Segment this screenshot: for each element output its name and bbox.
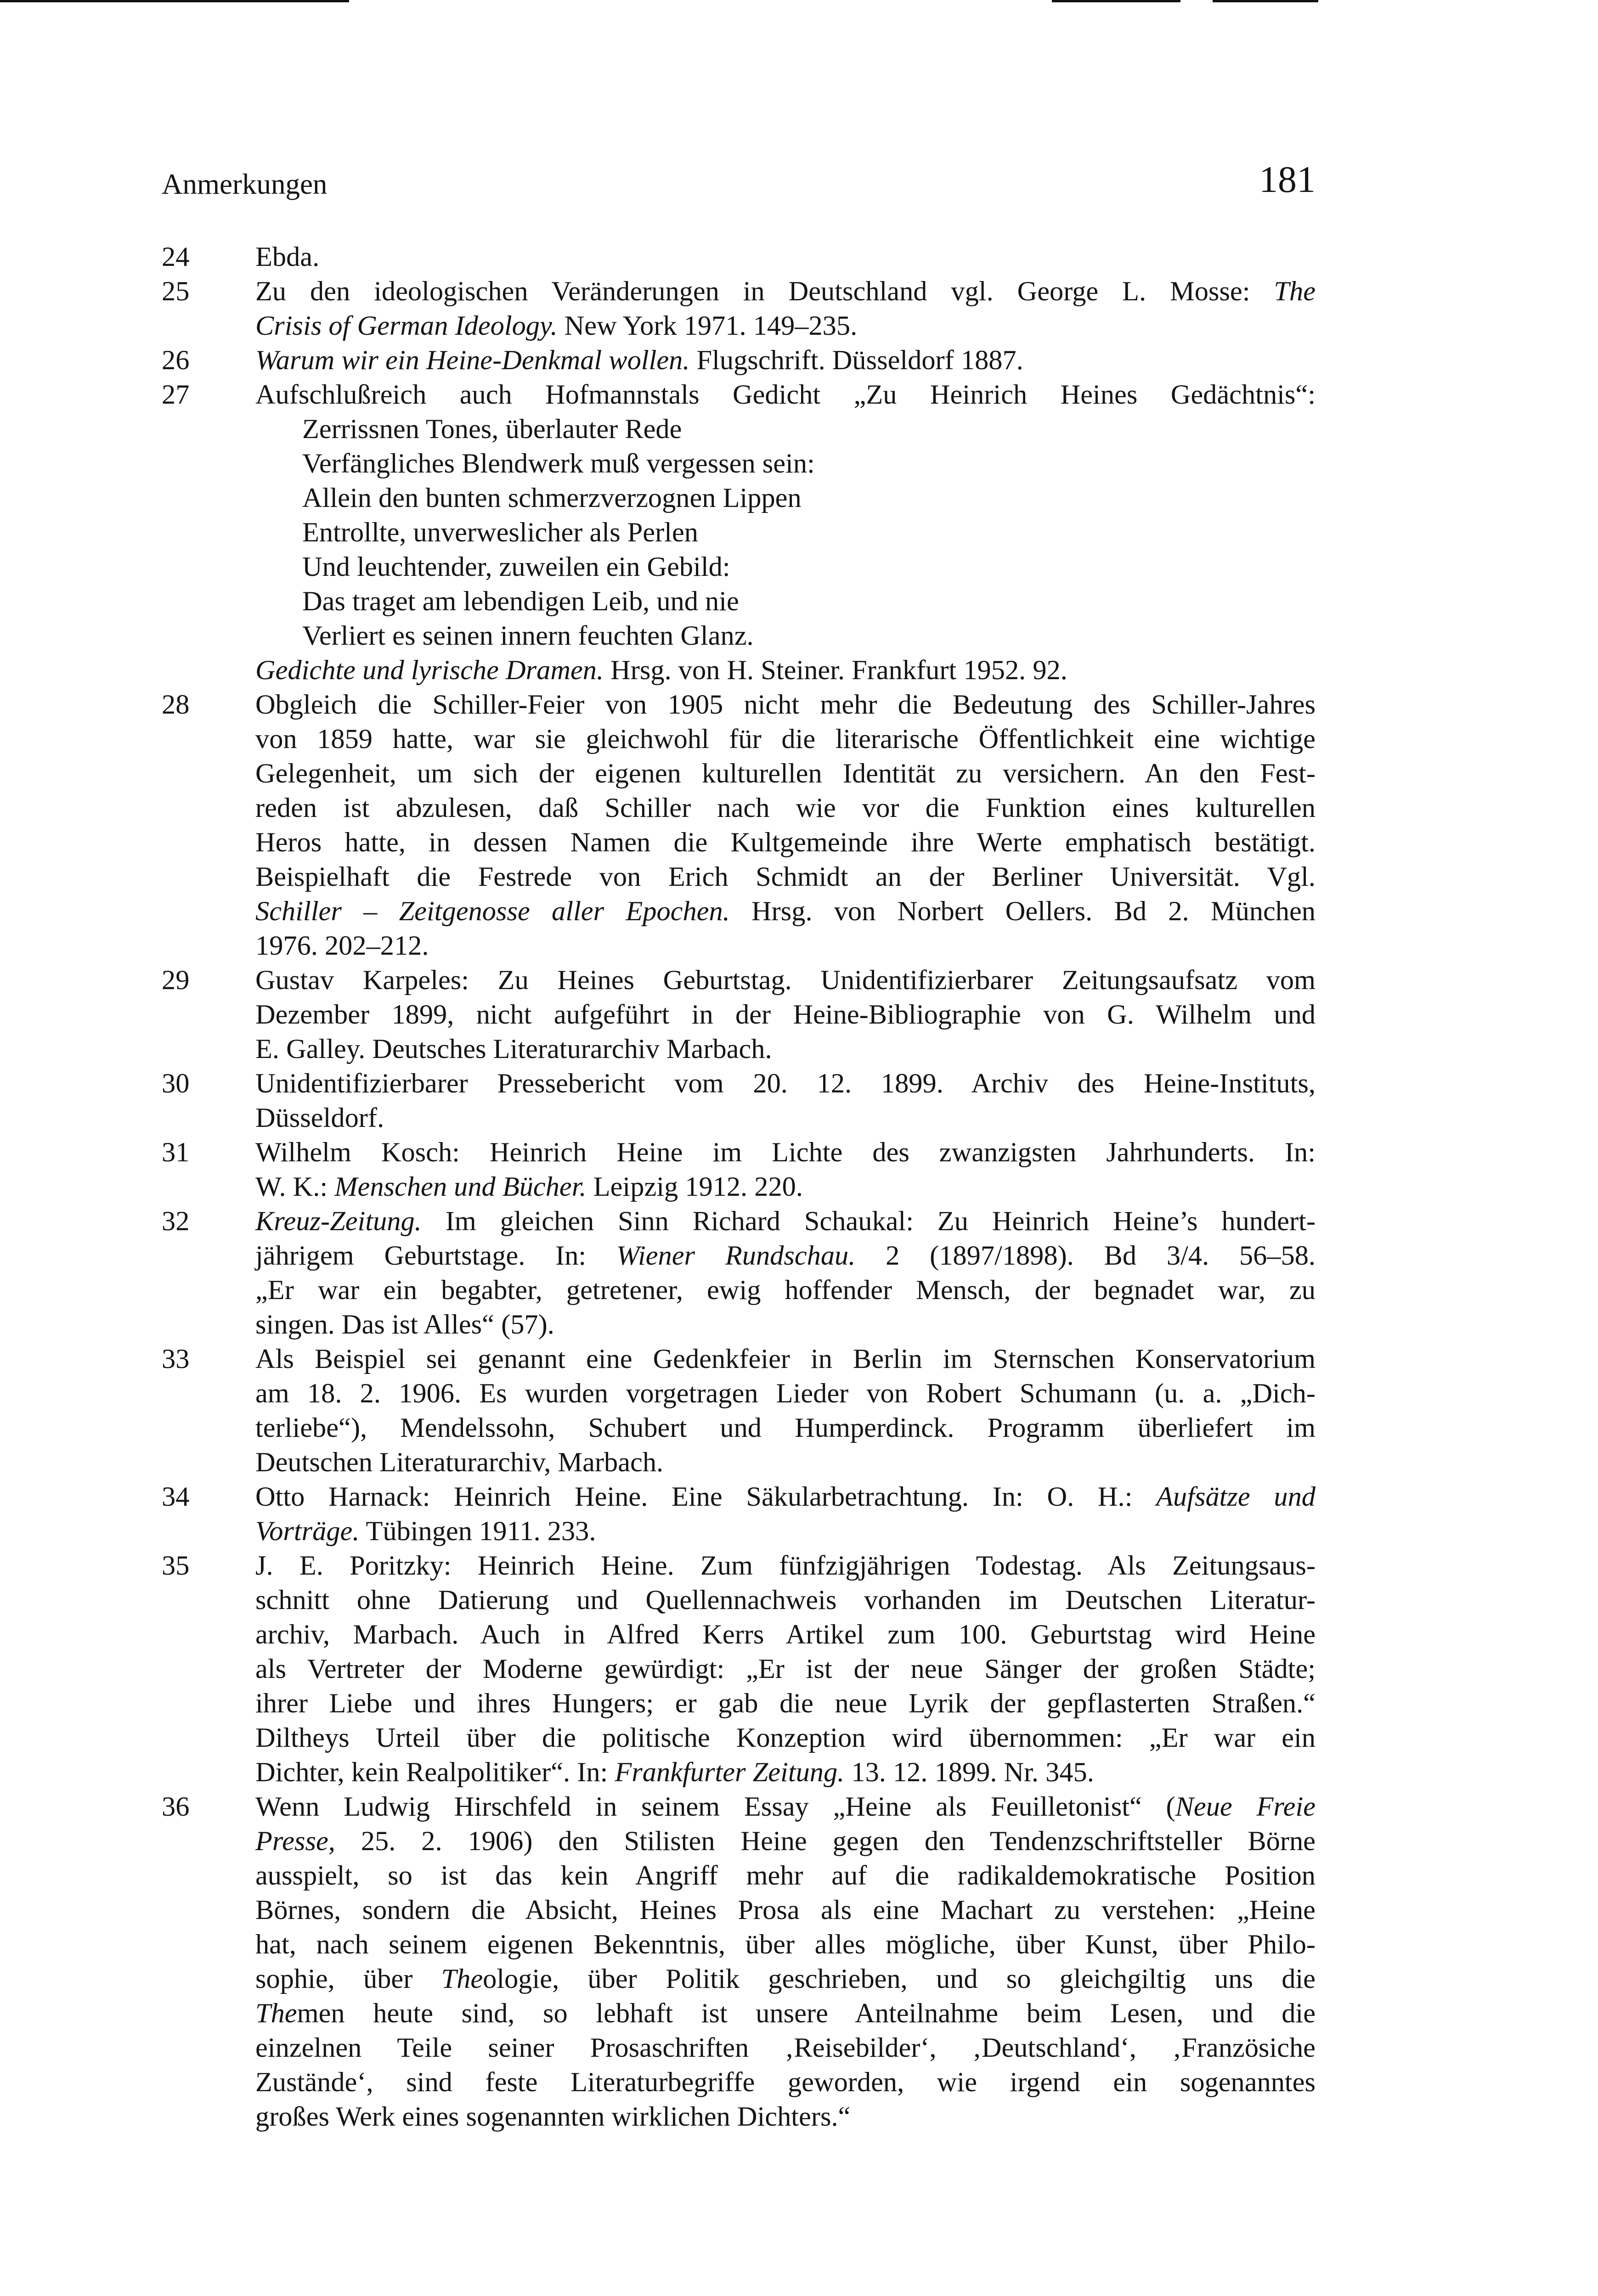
- endnote-line: ausspielt, so ist das kein Angriff mehr auf die radikaldemokratische Position: [255, 1860, 1316, 1891]
- scan-edge-line: [0, 0, 349, 2]
- endnote-number: 31: [162, 1137, 190, 1168]
- endnote-line: einzelnen Teile seiner Prosaschriften ‚Reisebilder‘, ‚Deutschland‘, ‚Französiche: [255, 2032, 1316, 2063]
- poem-line: Entrollte, unverweslicher als Perlen: [302, 517, 698, 548]
- endnote-number: 30: [162, 1068, 190, 1099]
- endnote-line: Börnes, sondern die Absicht, Heines Prosa als eine Machart zu verstehen: „Heine: [255, 1895, 1316, 1925]
- running-title: Anmerkungen: [162, 168, 328, 200]
- endnote-36: [162, 1790, 1316, 2134]
- endnote-28: [162, 687, 1316, 963]
- endnote-line: Kreuz-Zeitung. Im gleichen Sinn Richard Schaukal: Zu Heinrich Heine’s hundert-: [255, 1206, 1316, 1237]
- endnote-line: reden ist abzulesen, daß Schiller nach wie vor die Funktion eines kulturellen: [255, 793, 1316, 823]
- endnote-line: als Vertreter der Moderne gewürdigt: „Er ist der neue Sänger der großen Städte;: [255, 1654, 1316, 1684]
- endnote-line: J. E. Poritzky: Heinrich Heine. Zum fünfzigjährigen Todestag. Als Zeitungsaus-: [255, 1550, 1316, 1581]
- endnote-line: großes Werk eines sogenannten wirklichen Dichters.“: [255, 2101, 851, 2132]
- endnote-line: Beispielhaft die Festrede von Erich Schmidt an der Berliner Universität. Vgl.: [255, 861, 1316, 892]
- endnote-number: 35: [162, 1550, 190, 1581]
- endnote-number: 25: [162, 276, 190, 307]
- endnote-number: 26: [162, 345, 190, 376]
- endnote-line: Gustav Karpeles: Zu Heines Geburtstag. Unidentifizierbarer Zeitungsaufsatz vom: [255, 965, 1316, 996]
- endnote-line: Zu den ideologischen Veränderungen in Deutschland vgl. George L. Mosse: The: [255, 276, 1316, 307]
- endnote-34: [162, 1480, 1316, 1548]
- poem-line: Das traget am lebendigen Leib, und nie: [302, 586, 739, 617]
- endnote-line: Aufschlußreich auch Hofmannstals Gedicht „Zu Heinrich Heines Gedächtnis“:: [255, 379, 1316, 410]
- endnote-number: 24: [162, 242, 190, 272]
- endnote-26: [162, 343, 1316, 377]
- endnote-line: Warum wir ein Heine-Denkmal wollen. Flugschrift. Düsseldorf 1887.: [255, 345, 1023, 376]
- endnote-29: [162, 963, 1316, 1066]
- endnote-number: 32: [162, 1206, 190, 1237]
- endnote-35: [162, 1548, 1316, 1790]
- endnote-30: [162, 1066, 1316, 1135]
- endnote-24: [162, 240, 1316, 274]
- endnotes-list: [162, 240, 1316, 2134]
- endnote-line: Düsseldorf.: [255, 1103, 384, 1133]
- endnote-line: Ebda.: [255, 242, 320, 272]
- endnote-line: terliebe“), Mendelssohn, Schubert und Humperdinck. Programm überliefert im: [255, 1412, 1316, 1443]
- endnote-line: Presse, 25. 2. 1906) den Stilisten Heine gegen den Tendenzschriftsteller Börne: [255, 1826, 1316, 1857]
- endnote-line: Zustände‘, sind feste Literaturbegriffe geworden, wie irgend ein sogenanntes: [255, 2067, 1316, 2098]
- endnote-line: Vorträge. Tübingen 1911. 233.: [255, 1516, 596, 1547]
- endnote-line: Unidentifizierbarer Pressebericht vom 20. 12. 1899. Archiv des Heine-Instituts,: [255, 1068, 1316, 1099]
- endnote-line: Wilhelm Kosch: Heinrich Heine im Lichte des zwanzigsten Jahrhunderts. In:: [255, 1137, 1316, 1168]
- endnote-number: 33: [162, 1344, 190, 1374]
- poem-source: Gedichte und lyrische Dramen. Hrsg. von H. Steiner. Frankfurt 1952. 92.: [255, 655, 1067, 686]
- endnote-line: Diltheys Urteil über die politische Konzeption wird übernommen: „Er war ein: [255, 1722, 1316, 1753]
- endnote-line: von 1859 hatte, war sie gleichwohl für die literarische Öffentlichkeit eine wichtige: [255, 724, 1316, 754]
- endnote-line: jährigem Geburtstage. In: Wiener Rundschau. 2 (1897/1898). Bd 3/4. 56–58.: [255, 1240, 1316, 1271]
- endnote-line: Schiller – Zeitgenosse aller Epochen. Hrsg. von Norbert Oellers. Bd 2. München: [255, 896, 1316, 927]
- endnote-25: [162, 274, 1316, 343]
- endnote-line: 1976. 202–212.: [255, 930, 429, 961]
- endnote-number: 28: [162, 689, 190, 720]
- endnote-line: Deutschen Literaturarchiv, Marbach.: [255, 1447, 664, 1478]
- poem-quotation: [255, 412, 1316, 653]
- endnote-line: ihrer Liebe und ihres Hungers; er gab die neue Lyrik der gepflasterten Straßen.“: [255, 1688, 1316, 1719]
- endnote-number: 29: [162, 965, 190, 996]
- endnote-line: singen. Das ist Alles“ (57).: [255, 1309, 554, 1340]
- endnote-line: Wenn Ludwig Hirschfeld in seinem Essay „Heine als Feuilletonist“ (Neue Freie: [255, 1791, 1316, 1822]
- endnote-line: Otto Harnack: Heinrich Heine. Eine Säkularbetrachtung. In: O. H.: Aufsätze und: [255, 1481, 1316, 1512]
- endnote-line: „Er war ein begabter, getretener, ewig hoffender Mensch, der begnadet war, zu: [255, 1275, 1316, 1306]
- endnote-line: Obgleich die Schiller-Feier von 1905 nicht mehr die Bedeutung des Schiller-Jahres: [255, 689, 1316, 720]
- endnote-line: Gelegenheit, um sich der eigenen kulturellen Identität zu versichern. An den Fest-: [255, 758, 1316, 789]
- endnote-line: Themen heute sind, so lebhaft ist unsere Anteilnahme beim Lesen, und die: [255, 1998, 1316, 2029]
- endnote-number: 34: [162, 1481, 190, 1512]
- endnote-line: Als Beispiel sei genannt eine Gedenkfeier in Berlin im Sternschen Konservatorium: [255, 1344, 1316, 1374]
- running-header: [162, 138, 1316, 211]
- endnote-number: 27: [162, 379, 190, 410]
- endnote-line: schnitt ohne Datierung und Quellennachweis vorhanden im Deutschen Literatur-: [255, 1585, 1316, 1615]
- endnote-line: am 18. 2. 1906. Es wurden vorgetragen Lieder von Robert Schumann (u. a. „Dich-: [255, 1378, 1316, 1409]
- page-number: 181: [1259, 158, 1316, 200]
- poem-line: Zerrissnen Tones, überlauter Rede: [302, 414, 682, 445]
- endnote-32: [162, 1204, 1316, 1342]
- endnote-line: W. K.: Menschen und Bücher. Leipzig 1912. 220.: [255, 1171, 803, 1202]
- scan-edge-line: [1052, 0, 1180, 2]
- poem-line: Verfängliches Blendwerk muß vergessen sein:: [302, 448, 815, 479]
- endnote-31: [162, 1135, 1316, 1204]
- endnote-line: Heros hatte, in dessen Namen die Kultgemeinde ihre Werte emphatisch bestätigt.: [255, 827, 1316, 858]
- endnote-line: hat, nach seinem eigenen Bekenntnis, über alles mögliche, über Kunst, über Philo-: [255, 1929, 1316, 1960]
- endnote-line: Crisis of German Ideology. New York 1971. 149–235.: [255, 310, 858, 341]
- endnote-line: E. Galley. Deutsches Literaturarchiv Marbach.: [255, 1034, 772, 1064]
- scan-edge-line: [1213, 0, 1318, 2]
- endnote-33: [162, 1342, 1316, 1480]
- endnote-line: Dezember 1899, nicht aufgeführt in der Heine-Bibliographie von G. Wilhelm und: [255, 999, 1316, 1030]
- endnote-line: Dichter, kein Realpolitiker“. In: Frankfurter Zeitung. 13. 12. 1899. Nr. 345.: [255, 1757, 1094, 1788]
- endnote-number: 36: [162, 1791, 190, 1822]
- endnote-line: sophie, über Theologie, über Politik geschrieben, und so gleichgiltig uns die: [255, 1964, 1316, 1994]
- poem-line: Und leuchtender, zuweilen ein Gebild:: [302, 551, 730, 582]
- endnote-line: archiv, Marbach. Auch in Alfred Kerrs Artikel zum 100. Geburtstag wird Heine: [255, 1619, 1316, 1650]
- endnote-27: [162, 377, 1316, 687]
- poem-line: Allein den bunten schmerzverzognen Lippen: [302, 483, 802, 513]
- poem-line: Verliert es seinen innern feuchten Glanz.: [302, 620, 754, 651]
